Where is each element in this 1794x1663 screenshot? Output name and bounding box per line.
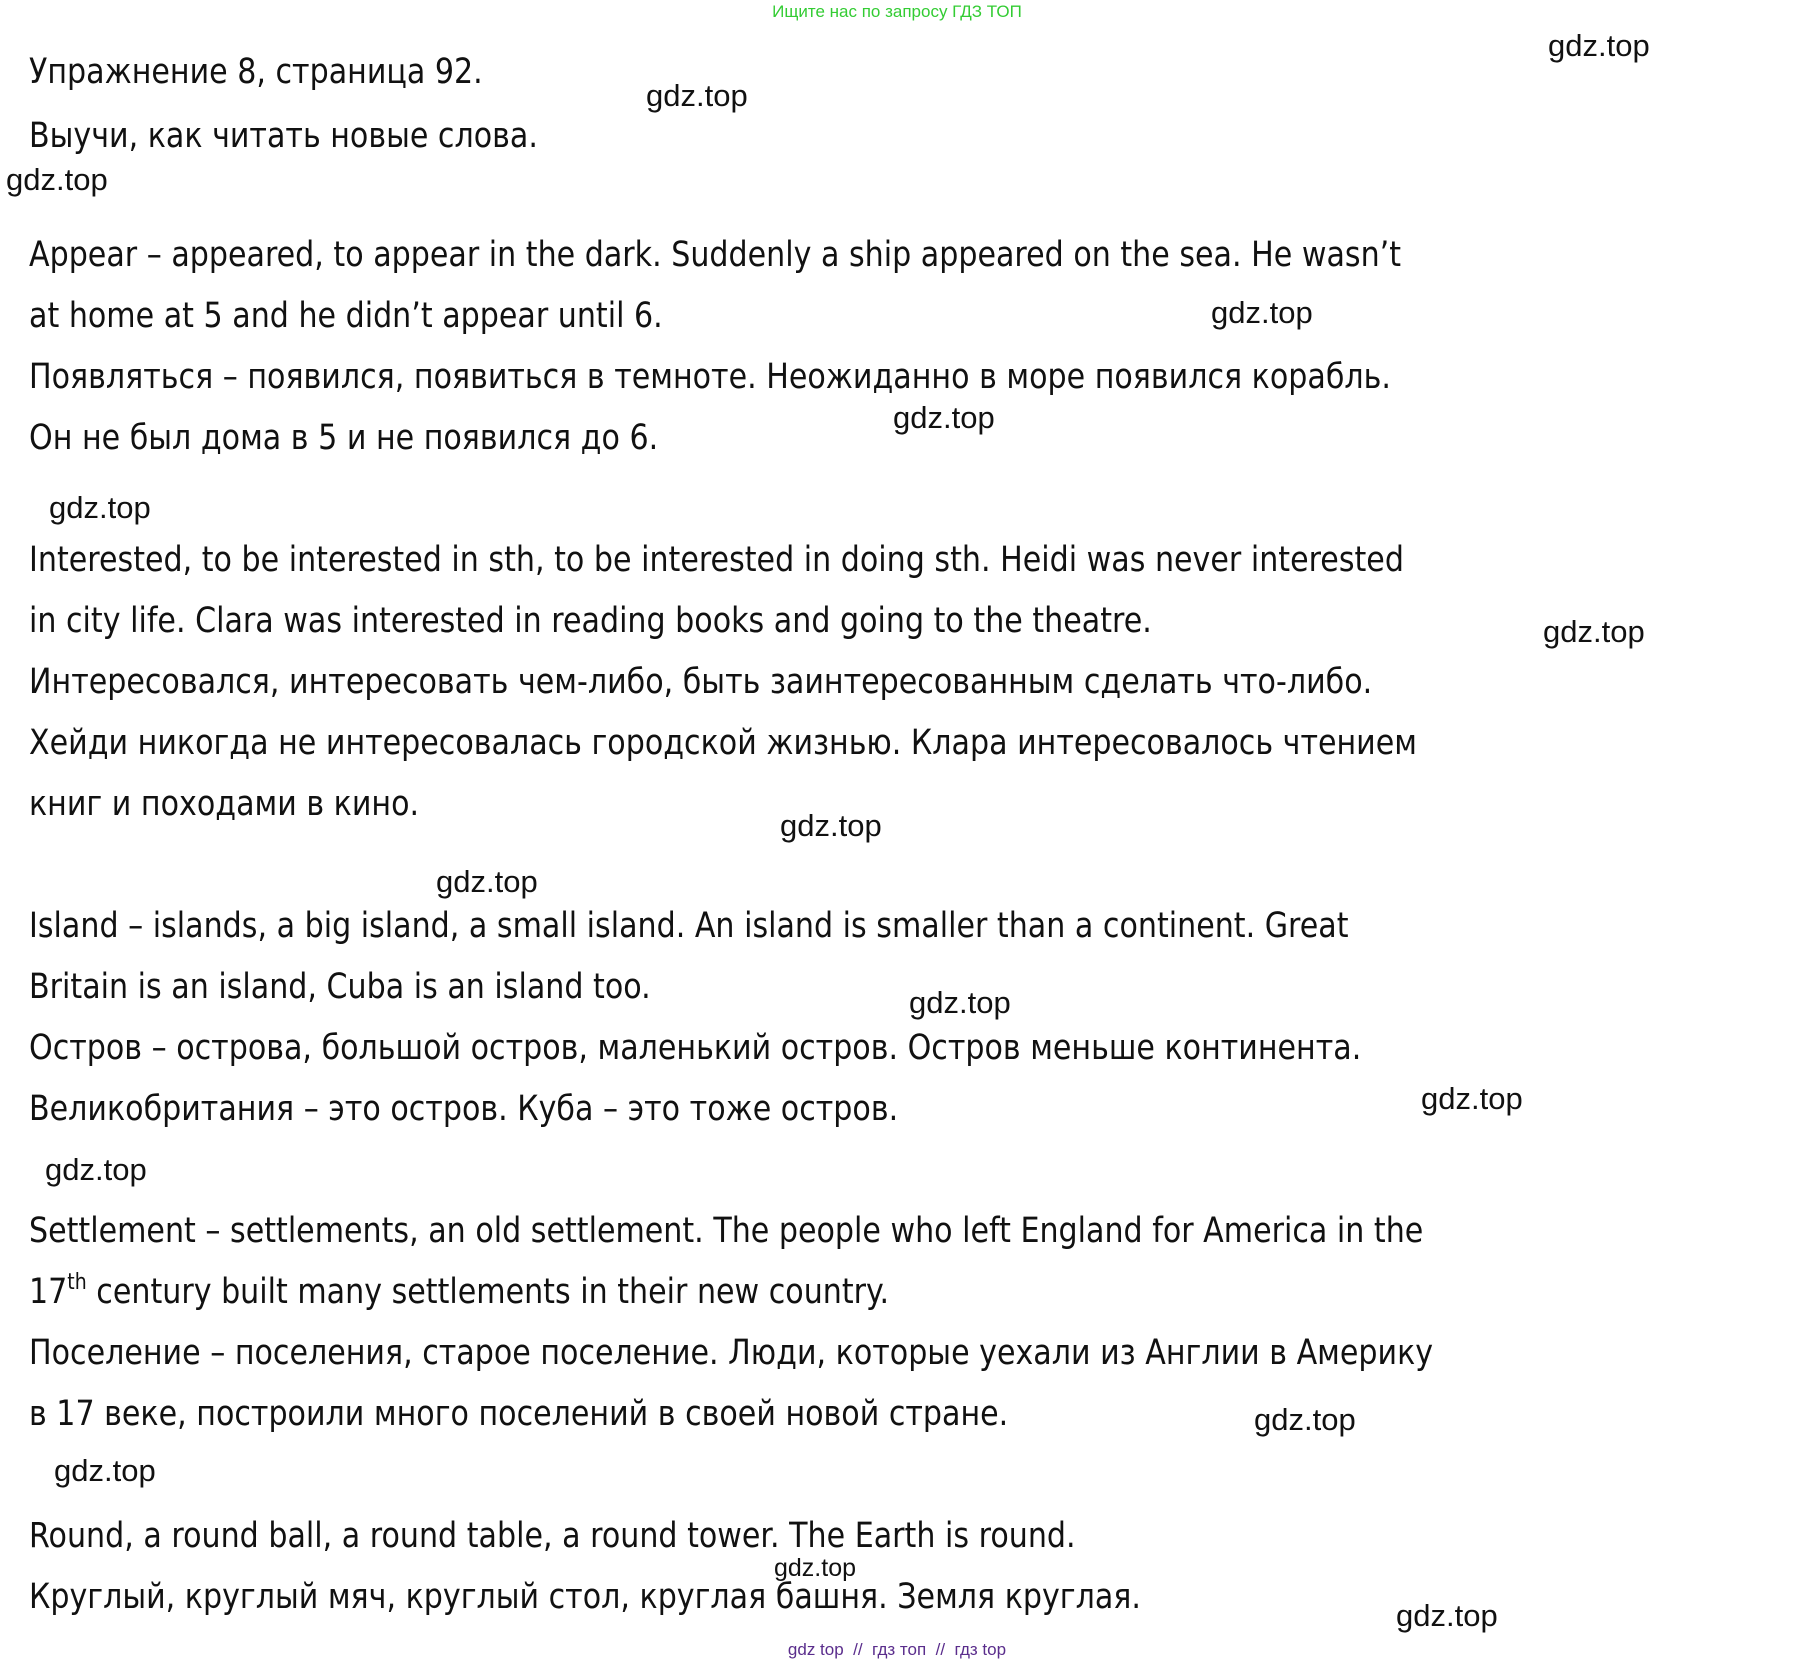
footer-link-2[interactable]: гдз топ <box>872 1640 927 1659</box>
entry-island-en-line-2: Britain is an island, Cuba is an island too. <box>29 967 651 1007</box>
century-rest: century built many settlements in their new country. <box>86 1272 890 1312</box>
watermark: gdz.top <box>1396 1598 1498 1633</box>
exercise-instruction: Выучи, как читать новые слова. <box>29 116 538 156</box>
century-number: 17 <box>29 1272 68 1312</box>
watermark: gdz.top <box>774 1554 857 1582</box>
watermark: gdz.top <box>1421 1081 1523 1116</box>
exercise-title: Упражнение 8, страница 92. <box>29 52 483 92</box>
watermark: gdz.top <box>49 490 151 525</box>
footer-separator: // <box>935 1640 946 1659</box>
watermark: gdz.top <box>1211 295 1313 330</box>
ordinal-suffix: th <box>67 1270 87 1295</box>
entry-interested-ru-line-2: Хейди никогда не интересовалась городской жизнью. Клара интересовалось чтением <box>29 723 1417 763</box>
watermark: gdz.top <box>54 1453 156 1488</box>
entry-interested-en-line-1: Interested, to be interested in sth, to be interested in doing sth. Heidi was never interested <box>29 540 1404 580</box>
entry-island-ru-line-1: Остров – острова, большой остров, маленький остров. Остров меньше континента. <box>29 1028 1362 1068</box>
top-banner: Ищите нас по запросу ГДЗ ТОП <box>772 2 1022 21</box>
entry-interested-en-line-2: in city life. Clara was interested in reading books and going to the theatre. <box>29 601 1152 641</box>
entry-settlement-ru-line-1: Поселение – поселения, старое поселение. Люди, которые уехали из Англии в Америку <box>29 1333 1434 1373</box>
watermark: gdz.top <box>1548 28 1650 63</box>
entry-round-en-line-1: Round, a round ball, a round table, a round tower. The Earth is round. <box>29 1516 1076 1556</box>
watermark: gdz.top <box>893 400 995 435</box>
footer-separator: // <box>853 1640 863 1659</box>
entry-appear-en-line-2: at home at 5 and he didn’t appear until 6. <box>29 296 663 336</box>
watermark: gdz.top <box>780 808 882 843</box>
entry-interested-ru-line-3: книг и походами в кино. <box>29 784 420 824</box>
entry-island-en-line-1: Island – islands, a big island, a small island. An island is smaller than a continent. Great <box>29 906 1349 946</box>
entry-settlement-ru-line-2: в 17 веке, построили много поселений в своей новой стране. <box>29 1394 1009 1434</box>
entry-appear-en-line-1: Appear – appeared, to appear in the dark. Suddenly a ship appeared on the sea. He wasn’t <box>29 235 1402 275</box>
watermark: gdz.top <box>436 864 538 899</box>
watermark: gdz.top <box>1543 614 1645 649</box>
entry-settlement-en-line-2 <box>29 1270 889 1314</box>
entry-settlement-en-line-1: Settlement – settlements, an old settlement. The people who left England for America in the <box>29 1211 1424 1251</box>
entry-interested-ru-line-1: Интересовался, интересовать чем-либо, быть заинтересованным сделать что-либо. <box>29 662 1373 702</box>
entry-appear-ru-line-1: Появляться – появился, появиться в темноте. Неожиданно в море появился корабль. <box>29 357 1391 397</box>
footer-links <box>0 1640 1794 1660</box>
footer-link-1[interactable]: gdz top <box>787 1640 844 1659</box>
watermark: gdz.top <box>646 78 748 113</box>
watermark: gdz.top <box>1254 1402 1356 1437</box>
watermark: gdz.top <box>45 1152 147 1187</box>
footer-link-3[interactable]: гдз top <box>954 1640 1007 1659</box>
entry-appear-ru-line-2: Он не был дома в 5 и не появился до 6. <box>29 418 659 458</box>
watermark: gdz.top <box>909 985 1011 1020</box>
entry-round-ru-line-1: Круглый, круглый мяч, круглый стол, круглая башня. Земля круглая. <box>29 1577 1141 1617</box>
entry-island-ru-line-2: Великобритания – это остров. Куба – это тоже остров. <box>29 1089 899 1129</box>
watermark: gdz.top <box>6 162 108 197</box>
